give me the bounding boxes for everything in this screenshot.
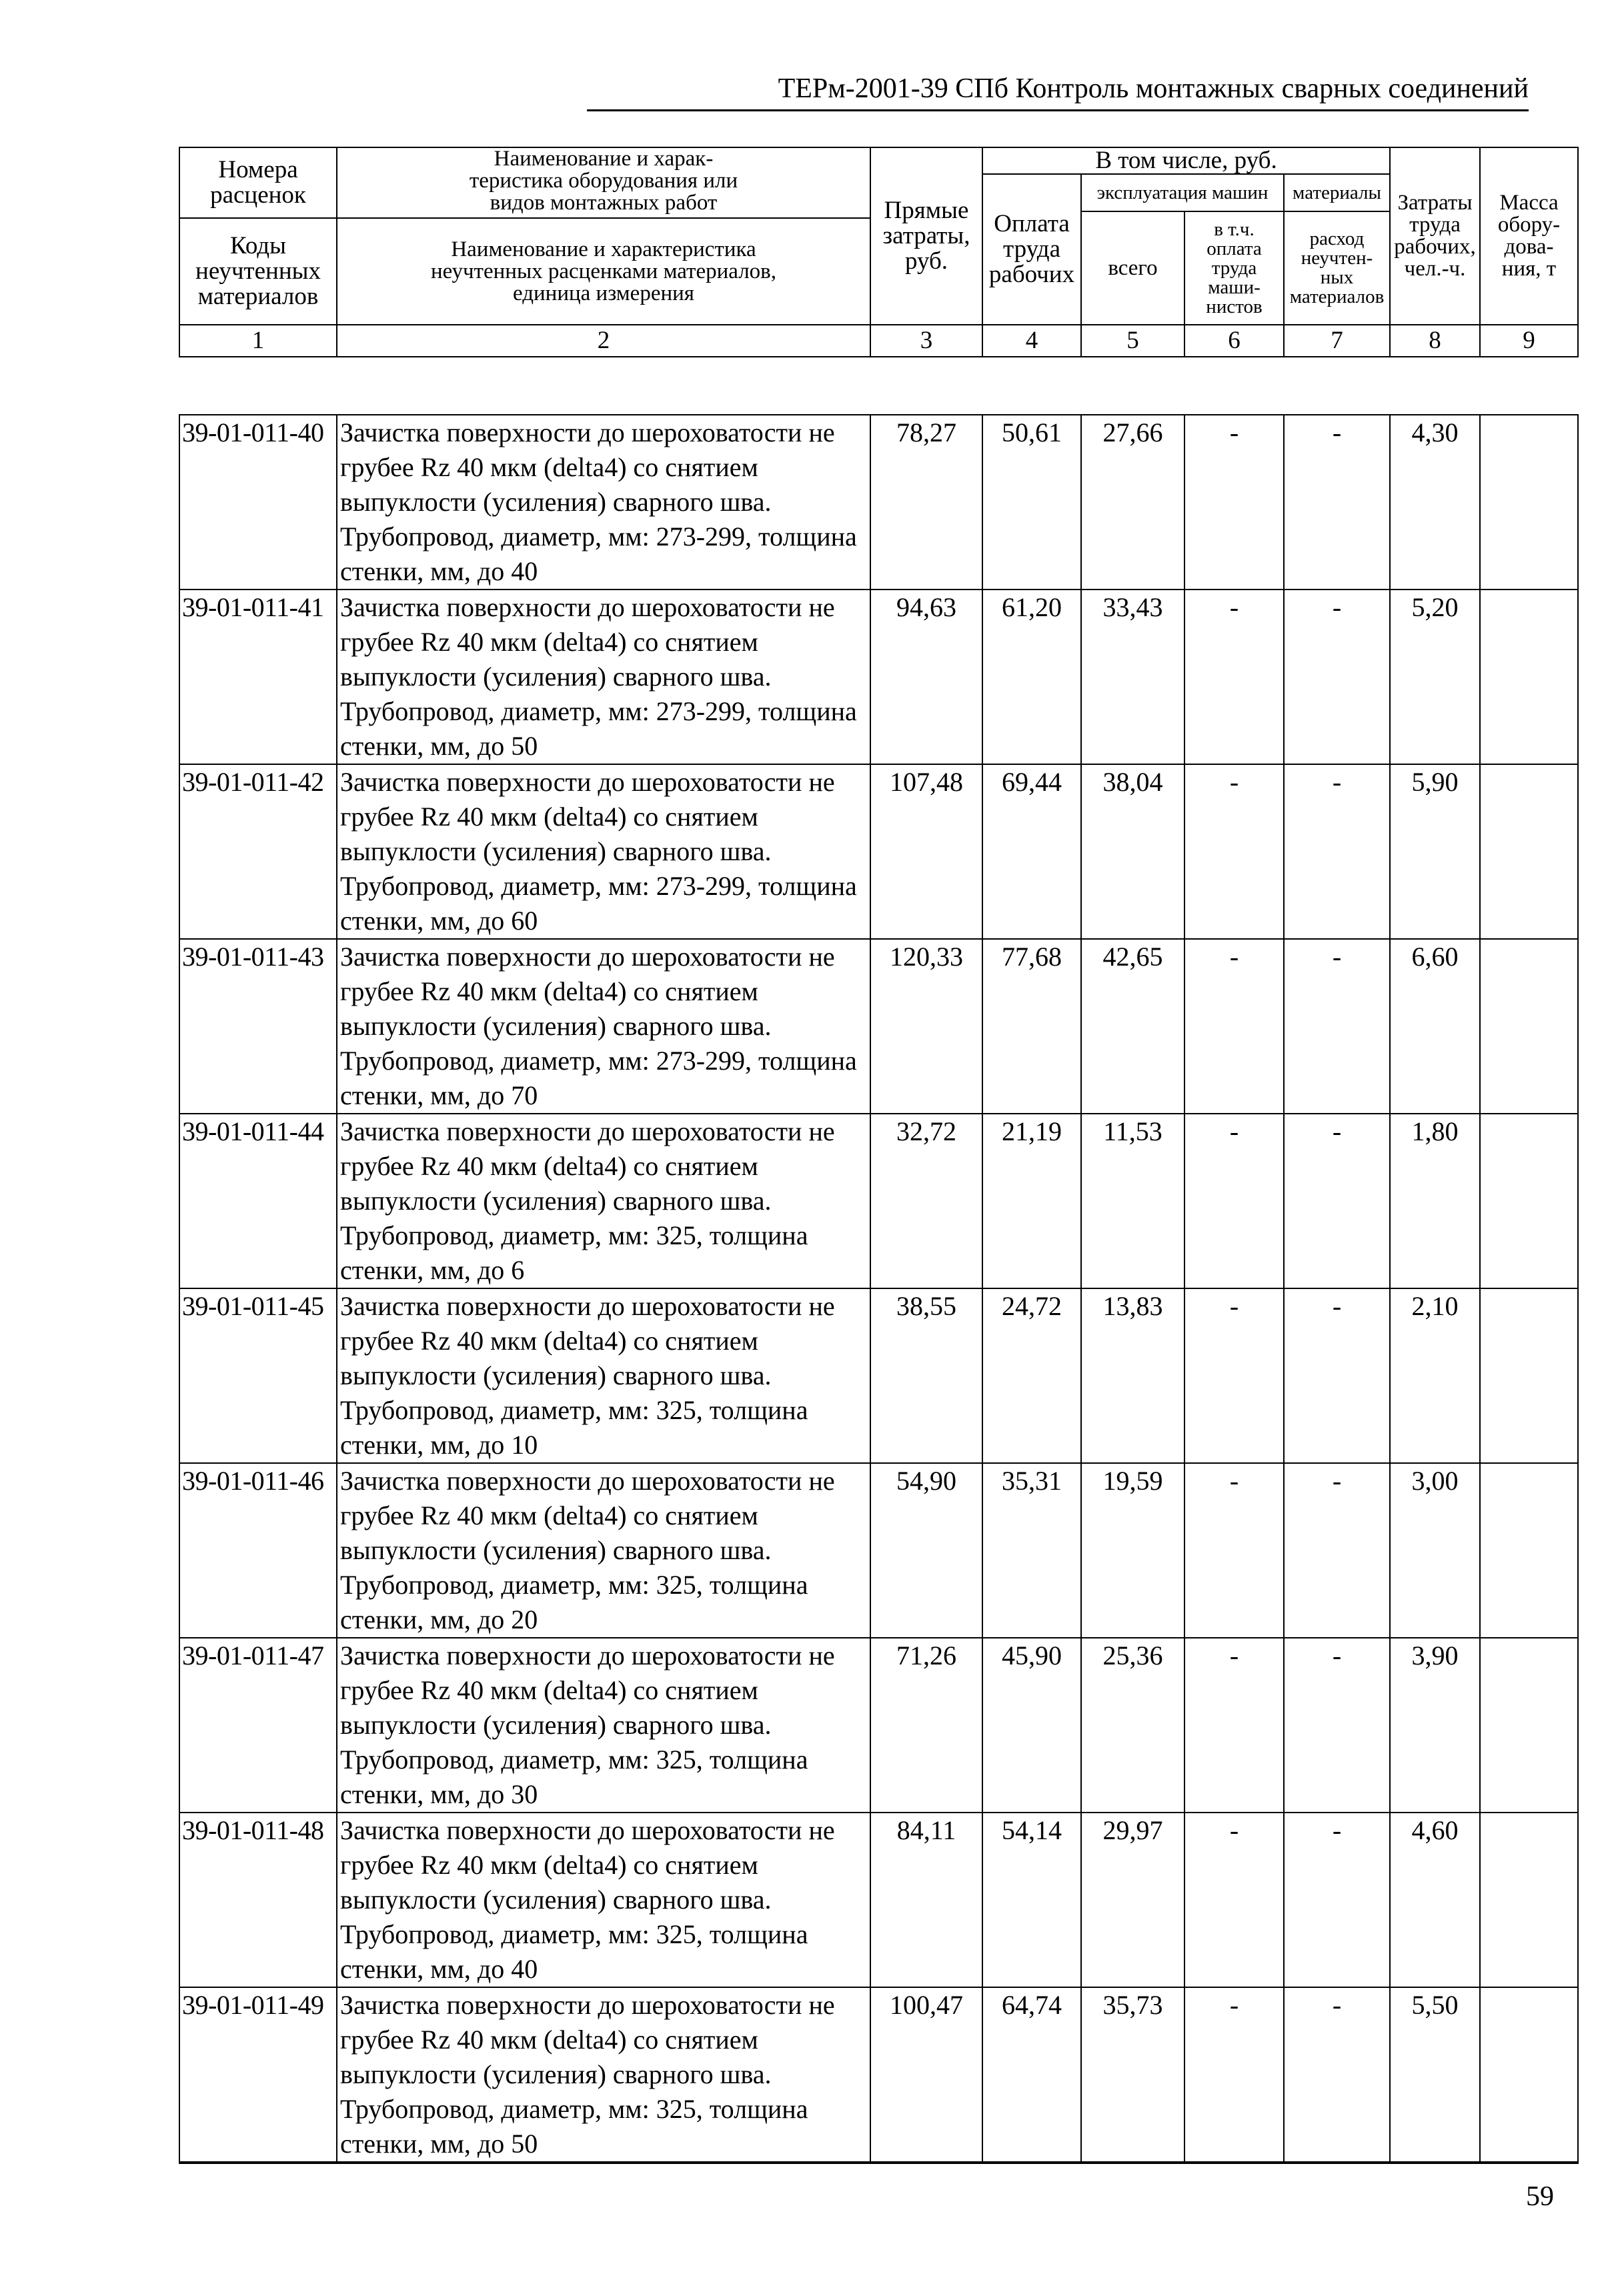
cell-machines-total: 27,66 [1081, 415, 1184, 590]
cell-machinists-wages: - [1184, 939, 1284, 1114]
work-description-text: Зачистка поверхности до шероховатости не грубее Rz 40 мкм (delta4) со снятием выпуклости (усиления) сварного шва. Трубопровод, диаметр, мм: 325, толщина стенки, мм, до 40 [340, 1815, 835, 1984]
cell-work-description [337, 415, 870, 590]
header-cell-wages: Оплата труда рабочих [982, 174, 1081, 325]
header-cell-unaccounted-materials: расход неучтен- ных материалов [1284, 211, 1390, 325]
work-description-text: Зачистка поверхности до шероховатости не грубее Rz 40 мкм (delta4) со снятием выпуклости (усиления) сварного шва. Трубопровод, диаметр, мм: 325, толщина стенки, мм, до 50 [340, 1990, 835, 2159]
table-row [179, 1288, 1578, 1463]
cell-labor-costs: 5,50 [1390, 1987, 1480, 2163]
cell-machinists-wages: - [1184, 590, 1284, 764]
cell-workers-wages: 45,90 [982, 1638, 1081, 1813]
cell-equipment-mass [1480, 1114, 1578, 1288]
work-description-text: Зачистка поверхности до шероховатости не грубее Rz 40 мкм (delta4) со снятием выпуклости (усиления) сварного шва. Трубопровод, диаметр, мм: 273-299, толщина стенки, мм, до 70 [340, 942, 857, 1110]
cell-work-description [337, 1813, 870, 1987]
work-description-text: Зачистка поверхности до шероховатости не грубее Rz 40 мкм (delta4) со снятием выпуклости (усиления) сварного шва. Трубопровод, диаметр, мм: 325, толщина стенки, мм, до 20 [340, 1466, 835, 1634]
cell-workers-wages: 35,31 [982, 1463, 1081, 1638]
column-number: 6 [1184, 325, 1284, 357]
work-description-text: Зачистка поверхности до шероховатости не грубее Rz 40 мкм (delta4) со снятием выпуклости (усиления) сварного шва. Трубопровод, диаметр, мм: 273-299, толщина стенки, мм, до 50 [340, 592, 857, 761]
header-cell-machines: эксплуатация машин [1081, 174, 1284, 211]
work-description-text: Зачистка поверхности до шероховатости не грубее Rz 40 мкм (delta4) со снятием выпуклости (усиления) сварного шва. Трубопровод, диаметр, мм: 273-299, толщина стенки, мм, до 40 [340, 417, 857, 586]
cell-equipment-mass [1480, 764, 1578, 939]
cell-machinists-wages: - [1184, 1114, 1284, 1288]
cell-machinists-wages: - [1184, 1987, 1284, 2163]
cell-direct-costs: 84,11 [870, 1813, 982, 1987]
cell-machinists-wages: - [1184, 1463, 1284, 1638]
cell-equipment-mass [1480, 1813, 1578, 1987]
header-cell-codes-bottom: Коды неучтенных материалов [179, 218, 337, 325]
cell-equipment-mass [1480, 590, 1578, 764]
cell-work-description [337, 764, 870, 939]
column-number: 2 [337, 325, 870, 357]
cell-materials: - [1284, 1114, 1390, 1288]
cell-work-description [337, 1987, 870, 2163]
cell-direct-costs: 100,47 [870, 1987, 982, 2163]
cell-machines-total: 42,65 [1081, 939, 1184, 1114]
header-cell-equipment-mass: Масса обору- дова- ния, т [1480, 147, 1578, 325]
cell-rate-code: 39-01-011-44 [179, 1114, 337, 1288]
cell-direct-costs: 120,33 [870, 939, 982, 1114]
cell-machinists-wages: - [1184, 764, 1284, 939]
table-row [179, 1638, 1578, 1813]
cell-work-description [337, 939, 870, 1114]
cell-equipment-mass [1480, 1638, 1578, 1813]
header-cell-labor-costs: Затраты труда рабочих, чел.-ч. [1390, 147, 1480, 325]
work-description-text: Зачистка поверхности до шероховатости не грубее Rz 40 мкм (delta4) со снятием выпуклости (усиления) сварного шва. Трубопровод, диаметр, мм: 273-299, толщина стенки, мм, до 60 [340, 767, 857, 936]
cell-labor-costs: 6,60 [1390, 939, 1480, 1114]
cell-machinists-wages: - [1184, 1638, 1284, 1813]
work-description-text: Зачистка поверхности до шероховатости не грубее Rz 40 мкм (delta4) со снятием выпуклости (усиления) сварного шва. Трубопровод, диаметр, мм: 325, толщина стенки, мм, до 30 [340, 1640, 835, 1809]
cell-machines-total: 29,97 [1081, 1813, 1184, 1987]
cell-labor-costs: 4,60 [1390, 1813, 1480, 1987]
work-description-text: Зачистка поверхности до шероховатости не грубее Rz 40 мкм (delta4) со снятием выпуклости (усиления) сварного шва. Трубопровод, диаметр, мм: 325, толщина стенки, мм, до 10 [340, 1291, 835, 1460]
table-row [179, 1813, 1578, 1987]
cell-direct-costs: 71,26 [870, 1638, 982, 1813]
cell-materials: - [1284, 1463, 1390, 1638]
page-header [587, 72, 1529, 111]
cell-machines-total: 38,04 [1081, 764, 1184, 939]
cell-machines-total: 33,43 [1081, 590, 1184, 764]
header-cell-machines-total: всего [1081, 211, 1184, 325]
cell-labor-costs: 5,90 [1390, 764, 1480, 939]
table-row [179, 1987, 1578, 2163]
document-title: ТЕРм-2001-39 СПб Контроль монтажных сварных соединений [778, 73, 1529, 104]
page-number: 59 [1526, 2181, 1554, 2212]
cell-rate-code: 39-01-011-49 [179, 1987, 337, 2163]
cell-materials: - [1284, 939, 1390, 1114]
cell-rate-code: 39-01-011-41 [179, 590, 337, 764]
cell-work-description [337, 1463, 870, 1638]
cell-rate-code: 39-01-011-46 [179, 1463, 337, 1638]
cell-workers-wages: 61,20 [982, 590, 1081, 764]
column-number: 3 [870, 325, 982, 357]
cell-workers-wages: 24,72 [982, 1288, 1081, 1463]
cell-work-description [337, 590, 870, 764]
cell-materials: - [1284, 1987, 1390, 2163]
cell-equipment-mass [1480, 939, 1578, 1114]
cell-workers-wages: 50,61 [982, 415, 1081, 590]
column-number: 7 [1284, 325, 1390, 357]
work-description-text: Зачистка поверхности до шероховатости не грубее Rz 40 мкм (delta4) со снятием выпуклости (усиления) сварного шва. Трубопровод, диаметр, мм: 325, толщина стенки, мм, до 6 [340, 1116, 835, 1285]
cell-machines-total: 35,73 [1081, 1987, 1184, 2163]
rates-table [179, 414, 1579, 2164]
cell-labor-costs: 5,20 [1390, 590, 1480, 764]
cell-machines-total: 25,36 [1081, 1638, 1184, 1813]
cell-direct-costs: 38,55 [870, 1288, 982, 1463]
cell-labor-costs: 1,80 [1390, 1114, 1480, 1288]
cell-direct-costs: 78,27 [870, 415, 982, 590]
header-cell-materials: материалы [1284, 174, 1390, 211]
header-cell-name-top: Наименование и харак- теристика оборудования или видов монтажных работ [337, 147, 870, 218]
cell-direct-costs: 94,63 [870, 590, 982, 764]
table-row [179, 590, 1578, 764]
column-number: 8 [1390, 325, 1480, 357]
cell-work-description [337, 1638, 870, 1813]
cell-materials: - [1284, 415, 1390, 590]
cell-rate-code: 39-01-011-40 [179, 415, 337, 590]
cell-workers-wages: 21,19 [982, 1114, 1081, 1288]
cell-labor-costs: 3,90 [1390, 1638, 1480, 1813]
table-row [179, 1463, 1578, 1638]
cell-machines-total: 11,53 [1081, 1114, 1184, 1288]
column-number: 4 [982, 325, 1081, 357]
cell-labor-costs: 4,30 [1390, 415, 1480, 590]
cell-machinists-wages: - [1184, 1288, 1284, 1463]
column-number: 1 [179, 325, 337, 357]
cell-equipment-mass [1480, 1288, 1578, 1463]
cell-rate-code: 39-01-011-42 [179, 764, 337, 939]
cell-equipment-mass [1480, 1463, 1578, 1638]
header-cell-machinists-wages: в т.ч. оплата труда маши- нистов [1184, 211, 1284, 325]
column-number: 5 [1081, 325, 1184, 357]
header-cell-direct-costs: Прямые затраты, руб. [870, 147, 982, 325]
cell-work-description [337, 1114, 870, 1288]
cell-work-description [337, 1288, 870, 1463]
header-cell-including: В том числе, руб. [982, 147, 1390, 174]
table-row [179, 1114, 1578, 1288]
header-cell-name-bottom: Наименование и характеристика неучтенных расценками материалов, единица измерения [337, 218, 870, 325]
column-number-row [179, 325, 1578, 357]
cell-materials: - [1284, 590, 1390, 764]
cell-materials: - [1284, 1813, 1390, 1987]
table-header [179, 147, 1579, 357]
column-number: 9 [1480, 325, 1578, 357]
table-row [179, 939, 1578, 1114]
table-row [179, 415, 1578, 590]
cell-equipment-mass [1480, 415, 1578, 590]
cell-direct-costs: 32,72 [870, 1114, 982, 1288]
cell-machines-total: 13,83 [1081, 1288, 1184, 1463]
cell-labor-costs: 2,10 [1390, 1288, 1480, 1463]
cell-materials: - [1284, 1638, 1390, 1813]
cell-equipment-mass [1480, 1987, 1578, 2163]
cell-rate-code: 39-01-011-47 [179, 1638, 337, 1813]
cell-machinists-wages: - [1184, 415, 1284, 590]
cell-materials: - [1284, 764, 1390, 939]
cell-workers-wages: 64,74 [982, 1987, 1081, 2163]
cell-workers-wages: 54,14 [982, 1813, 1081, 1987]
table-row [179, 764, 1578, 939]
cell-direct-costs: 54,90 [870, 1463, 982, 1638]
cell-materials: - [1284, 1288, 1390, 1463]
cell-rate-code: 39-01-011-48 [179, 1813, 337, 1987]
cell-direct-costs: 107,48 [870, 764, 982, 939]
cell-machines-total: 19,59 [1081, 1463, 1184, 1638]
cell-rate-code: 39-01-011-43 [179, 939, 337, 1114]
cell-labor-costs: 3,00 [1390, 1463, 1480, 1638]
cell-machinists-wages: - [1184, 1813, 1284, 1987]
cell-workers-wages: 77,68 [982, 939, 1081, 1114]
header-cell-codes-top: Номера расценок [179, 147, 337, 218]
cell-rate-code: 39-01-011-45 [179, 1288, 337, 1463]
cell-workers-wages: 69,44 [982, 764, 1081, 939]
